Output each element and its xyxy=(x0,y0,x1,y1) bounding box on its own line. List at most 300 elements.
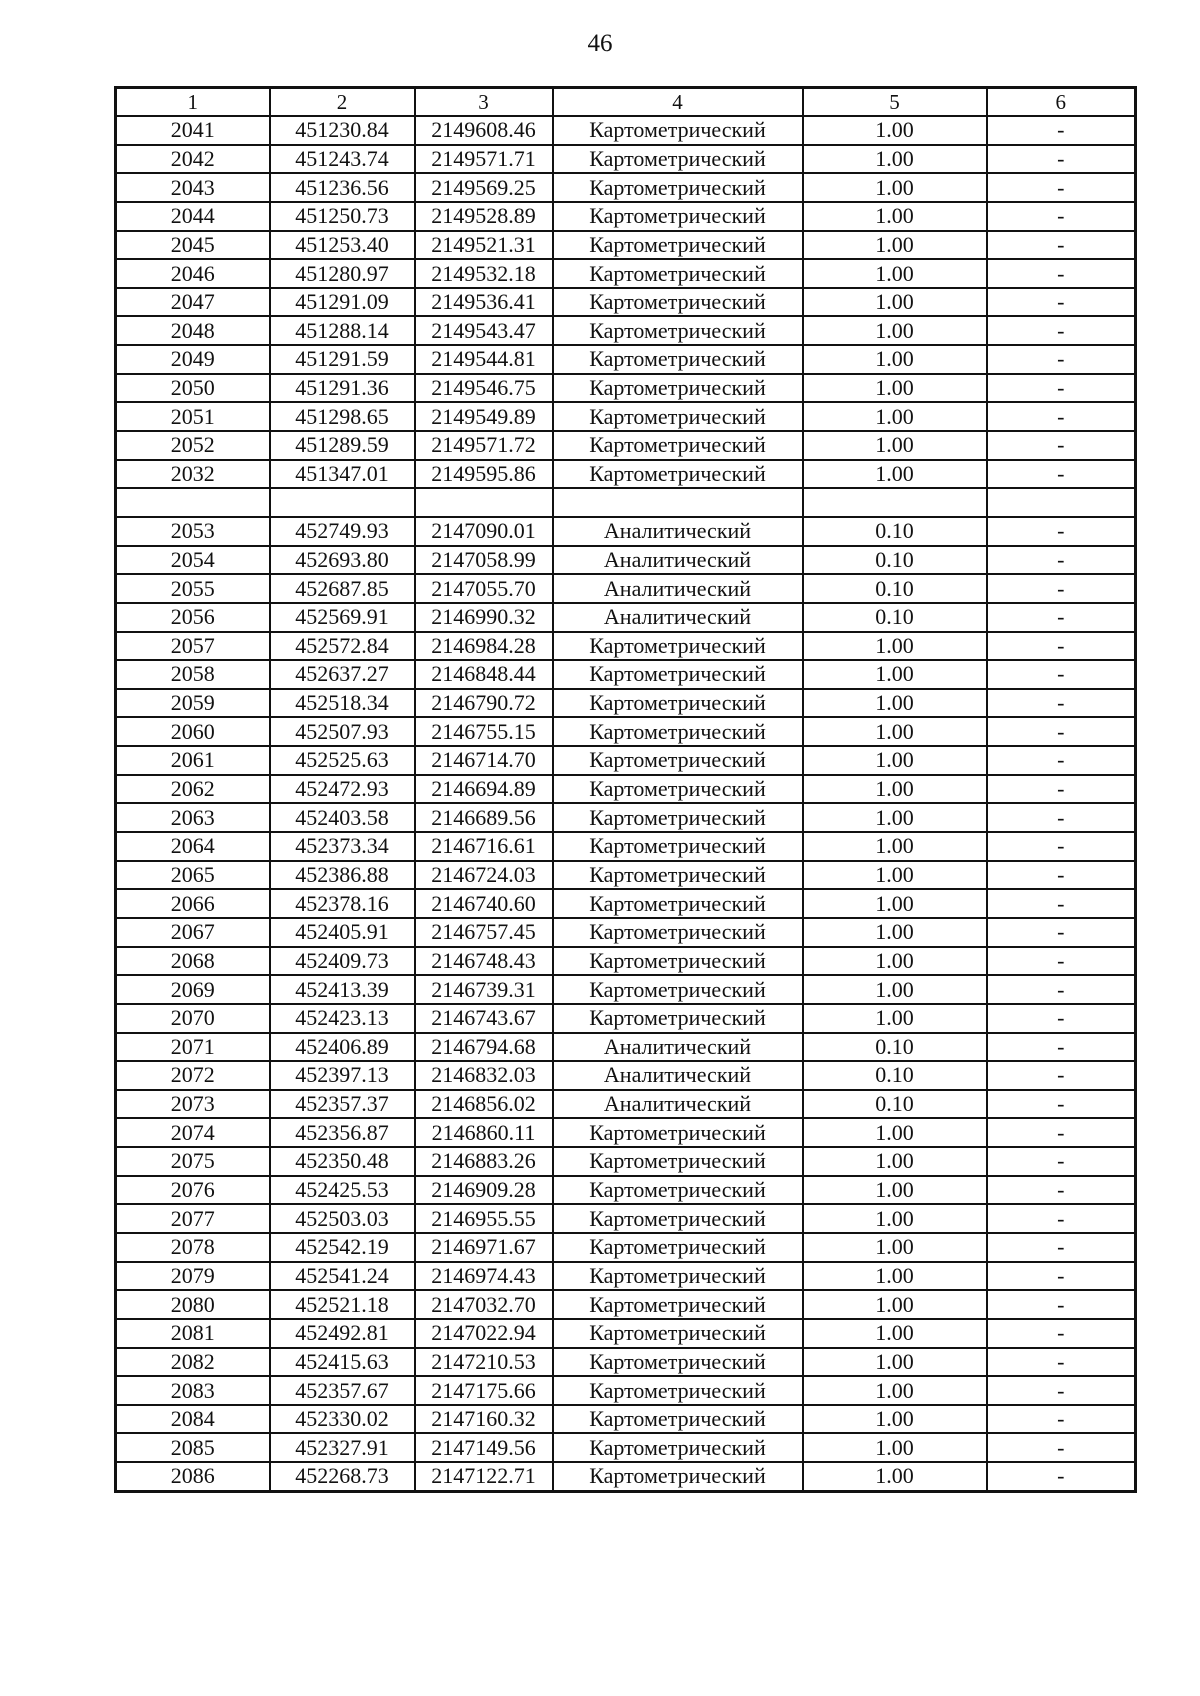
x-coordinate-cell: 451347.01 xyxy=(270,460,415,489)
x-coordinate-cell: 451291.09 xyxy=(270,288,415,317)
y-coordinate-cell: 2146757.45 xyxy=(415,918,553,947)
accuracy-cell: 1.00 xyxy=(803,689,987,718)
note-cell: - xyxy=(987,803,1136,832)
method-cell: Картометрический xyxy=(553,1176,803,1205)
accuracy-cell: 1.00 xyxy=(803,1204,987,1233)
table-row xyxy=(116,574,1136,603)
x-coordinate-cell: 452373.34 xyxy=(270,832,415,861)
y-coordinate-cell: 2149549.89 xyxy=(415,402,553,431)
point-number-cell: 2075 xyxy=(116,1147,270,1176)
page-number: 46 xyxy=(587,30,613,57)
accuracy-cell: 1.00 xyxy=(803,431,987,460)
note-cell: - xyxy=(987,431,1136,460)
point-number-cell: 2076 xyxy=(116,1176,270,1205)
x-coordinate-cell: 452330.02 xyxy=(270,1405,415,1434)
note-cell: - xyxy=(987,1262,1136,1291)
note-cell: - xyxy=(987,603,1136,632)
y-coordinate-cell: 2149608.46 xyxy=(415,116,553,145)
table-row xyxy=(116,374,1136,403)
x-coordinate-cell: 452403.58 xyxy=(270,803,415,832)
note-cell: - xyxy=(987,1176,1136,1205)
accuracy-cell: 1.00 xyxy=(803,1004,987,1033)
accuracy-cell: 0.10 xyxy=(803,603,987,632)
y-coordinate-cell: 2146971.67 xyxy=(415,1233,553,1262)
accuracy-cell: 1.00 xyxy=(803,832,987,861)
point-number-cell: 2056 xyxy=(116,603,270,632)
table-row xyxy=(116,1090,1136,1119)
x-coordinate-cell: 451253.40 xyxy=(270,231,415,260)
x-coordinate-cell: 452413.39 xyxy=(270,975,415,1004)
accuracy-cell: 1.00 xyxy=(803,402,987,431)
note-cell: - xyxy=(987,517,1136,546)
x-coordinate-cell: 452525.63 xyxy=(270,746,415,775)
y-coordinate-cell: 2149532.18 xyxy=(415,259,553,288)
accuracy-cell: 1.00 xyxy=(803,861,987,890)
y-coordinate-cell xyxy=(415,488,553,517)
header-row xyxy=(116,88,1136,117)
table-row xyxy=(116,145,1136,174)
x-coordinate-cell: 452492.81 xyxy=(270,1319,415,1348)
point-number-cell: 2063 xyxy=(116,803,270,832)
method-cell: Картометрический xyxy=(553,861,803,890)
column-header-1: 1 xyxy=(116,88,270,117)
note-cell: - xyxy=(987,775,1136,804)
x-coordinate-cell: 452472.93 xyxy=(270,775,415,804)
accuracy-cell: 0.10 xyxy=(803,546,987,575)
table-row xyxy=(116,889,1136,918)
table-row xyxy=(116,1147,1136,1176)
table-row xyxy=(116,775,1136,804)
accuracy-cell: 1.00 xyxy=(803,1433,987,1462)
y-coordinate-cell: 2149571.71 xyxy=(415,145,553,174)
table-row xyxy=(116,660,1136,689)
accuracy-cell: 1.00 xyxy=(803,1118,987,1147)
accuracy-cell: 1.00 xyxy=(803,1319,987,1348)
method-cell: Картометрический xyxy=(553,345,803,374)
accuracy-cell: 1.00 xyxy=(803,231,987,260)
point-number-cell: 2051 xyxy=(116,402,270,431)
note-cell: - xyxy=(987,1319,1136,1348)
accuracy-cell: 1.00 xyxy=(803,1290,987,1319)
note-cell: - xyxy=(987,1405,1136,1434)
column-header-5: 5 xyxy=(803,88,987,117)
table-row xyxy=(116,460,1136,489)
note-cell: - xyxy=(987,717,1136,746)
method-cell: Картометрический xyxy=(553,288,803,317)
accuracy-cell: 1.00 xyxy=(803,1376,987,1405)
y-coordinate-cell: 2147090.01 xyxy=(415,517,553,546)
note-cell: - xyxy=(987,861,1136,890)
y-coordinate-cell: 2146740.60 xyxy=(415,889,553,918)
point-number-cell: 2047 xyxy=(116,288,270,317)
y-coordinate-cell: 2146974.43 xyxy=(415,1262,553,1291)
table-row xyxy=(116,1462,1136,1491)
note-cell: - xyxy=(987,460,1136,489)
point-number-cell: 2074 xyxy=(116,1118,270,1147)
table-row xyxy=(116,1118,1136,1147)
accuracy-cell: 1.00 xyxy=(803,775,987,804)
point-number-cell: 2054 xyxy=(116,546,270,575)
method-cell: Картометрический xyxy=(553,173,803,202)
point-number-cell: 2049 xyxy=(116,345,270,374)
point-number-cell: 2079 xyxy=(116,1262,270,1291)
accuracy-cell: 1.00 xyxy=(803,717,987,746)
x-coordinate-cell: 452518.34 xyxy=(270,689,415,718)
table-row xyxy=(116,861,1136,890)
note-cell: - xyxy=(987,402,1136,431)
accuracy-cell: 1.00 xyxy=(803,947,987,976)
point-number-cell: 2082 xyxy=(116,1348,270,1377)
point-number-cell: 2041 xyxy=(116,116,270,145)
y-coordinate-cell: 2146755.15 xyxy=(415,717,553,746)
accuracy-cell: 1.00 xyxy=(803,660,987,689)
point-number-cell: 2057 xyxy=(116,632,270,661)
note-cell: - xyxy=(987,918,1136,947)
table-row xyxy=(116,1376,1136,1405)
method-cell: Картометрический xyxy=(553,975,803,1004)
table-row xyxy=(116,546,1136,575)
y-coordinate-cell: 2149521.31 xyxy=(415,231,553,260)
y-coordinate-cell: 2146909.28 xyxy=(415,1176,553,1205)
x-coordinate-cell: 452378.16 xyxy=(270,889,415,918)
method-cell xyxy=(553,488,803,517)
accuracy-cell: 1.00 xyxy=(803,288,987,317)
method-cell: Аналитический xyxy=(553,603,803,632)
table-body xyxy=(116,116,1136,1491)
x-coordinate-cell: 451291.36 xyxy=(270,374,415,403)
table-row xyxy=(116,1262,1136,1291)
method-cell: Картометрический xyxy=(553,431,803,460)
table-row xyxy=(116,947,1136,976)
x-coordinate-cell: 451289.59 xyxy=(270,431,415,460)
accuracy-cell: 1.00 xyxy=(803,803,987,832)
x-coordinate-cell: 451298.65 xyxy=(270,402,415,431)
point-number-cell: 2072 xyxy=(116,1061,270,1090)
point-number-cell: 2053 xyxy=(116,517,270,546)
note-cell: - xyxy=(987,173,1136,202)
column-header-2: 2 xyxy=(270,88,415,117)
accuracy-cell: 1.00 xyxy=(803,889,987,918)
method-cell: Картометрический xyxy=(553,402,803,431)
method-cell: Картометрический xyxy=(553,231,803,260)
note-cell: - xyxy=(987,832,1136,861)
note-cell: - xyxy=(987,202,1136,231)
method-cell: Картометрический xyxy=(553,1204,803,1233)
accuracy-cell: 1.00 xyxy=(803,316,987,345)
x-coordinate-cell: 452409.73 xyxy=(270,947,415,976)
note-cell: - xyxy=(987,1004,1136,1033)
table-row xyxy=(116,431,1136,460)
table-row xyxy=(116,918,1136,947)
y-coordinate-cell: 2146883.26 xyxy=(415,1147,553,1176)
note-cell: - xyxy=(987,660,1136,689)
table-row xyxy=(116,259,1136,288)
y-coordinate-cell: 2147175.66 xyxy=(415,1376,553,1405)
x-coordinate-cell: 452507.93 xyxy=(270,717,415,746)
point-number-cell: 2059 xyxy=(116,689,270,718)
table-row xyxy=(116,803,1136,832)
y-coordinate-cell: 2149569.25 xyxy=(415,173,553,202)
point-number-cell: 2042 xyxy=(116,145,270,174)
x-coordinate-cell: 452425.53 xyxy=(270,1176,415,1205)
note-cell: - xyxy=(987,1376,1136,1405)
method-cell: Картометрический xyxy=(553,1004,803,1033)
method-cell: Аналитический xyxy=(553,1033,803,1062)
y-coordinate-cell: 2146832.03 xyxy=(415,1061,553,1090)
note-cell: - xyxy=(987,632,1136,661)
method-cell: Аналитический xyxy=(553,546,803,575)
y-coordinate-cell: 2147160.32 xyxy=(415,1405,553,1434)
method-cell: Картометрический xyxy=(553,775,803,804)
point-number-cell: 2048 xyxy=(116,316,270,345)
method-cell: Картометрический xyxy=(553,632,803,661)
accuracy-cell: 1.00 xyxy=(803,918,987,947)
accuracy-cell: 1.00 xyxy=(803,345,987,374)
x-coordinate-cell: 451230.84 xyxy=(270,116,415,145)
table-row xyxy=(116,689,1136,718)
x-coordinate-cell: 451243.74 xyxy=(270,145,415,174)
x-coordinate-cell: 452503.03 xyxy=(270,1204,415,1233)
note-cell: - xyxy=(987,1204,1136,1233)
x-coordinate-cell: 452415.63 xyxy=(270,1348,415,1377)
note-cell: - xyxy=(987,1233,1136,1262)
y-coordinate-cell: 2146724.03 xyxy=(415,861,553,890)
accuracy-cell: 0.10 xyxy=(803,1061,987,1090)
note-cell: - xyxy=(987,374,1136,403)
method-cell: Картометрический xyxy=(553,803,803,832)
note-cell: - xyxy=(987,889,1136,918)
note-cell: - xyxy=(987,1118,1136,1147)
method-cell: Картометрический xyxy=(553,947,803,976)
note-cell: - xyxy=(987,1433,1136,1462)
x-coordinate-cell: 452397.13 xyxy=(270,1061,415,1090)
y-coordinate-cell: 2146790.72 xyxy=(415,689,553,718)
table-row xyxy=(116,1061,1136,1090)
note-cell xyxy=(987,488,1136,517)
x-coordinate-cell: 452268.73 xyxy=(270,1462,415,1491)
point-number-cell: 2061 xyxy=(116,746,270,775)
x-coordinate-cell: 452542.19 xyxy=(270,1233,415,1262)
note-cell: - xyxy=(987,546,1136,575)
y-coordinate-cell: 2147032.70 xyxy=(415,1290,553,1319)
accuracy-cell: 1.00 xyxy=(803,1176,987,1205)
y-coordinate-cell: 2146694.89 xyxy=(415,775,553,804)
x-coordinate-cell xyxy=(270,488,415,517)
note-cell: - xyxy=(987,746,1136,775)
table-row xyxy=(116,345,1136,374)
y-coordinate-cell: 2146739.31 xyxy=(415,975,553,1004)
point-number-cell: 2071 xyxy=(116,1033,270,1062)
accuracy-cell: 1.00 xyxy=(803,116,987,145)
accuracy-cell: 1.00 xyxy=(803,202,987,231)
note-cell: - xyxy=(987,316,1136,345)
accuracy-cell: 1.00 xyxy=(803,259,987,288)
x-coordinate-cell: 452357.37 xyxy=(270,1090,415,1119)
point-number-cell: 2052 xyxy=(116,431,270,460)
table-row xyxy=(116,717,1136,746)
y-coordinate-cell: 2147210.53 xyxy=(415,1348,553,1377)
x-coordinate-cell: 451280.97 xyxy=(270,259,415,288)
point-number-cell: 2084 xyxy=(116,1405,270,1434)
coordinates-table xyxy=(114,86,1137,1493)
point-number-cell: 2080 xyxy=(116,1290,270,1319)
table-header xyxy=(116,88,1136,117)
point-number-cell: 2044 xyxy=(116,202,270,231)
note-cell: - xyxy=(987,1147,1136,1176)
method-cell: Картометрический xyxy=(553,374,803,403)
accuracy-cell: 1.00 xyxy=(803,746,987,775)
table-row xyxy=(116,632,1136,661)
y-coordinate-cell: 2147022.94 xyxy=(415,1319,553,1348)
x-coordinate-cell: 451288.14 xyxy=(270,316,415,345)
y-coordinate-cell: 2147058.99 xyxy=(415,546,553,575)
method-cell: Картометрический xyxy=(553,1262,803,1291)
accuracy-cell xyxy=(803,488,987,517)
accuracy-cell: 1.00 xyxy=(803,1462,987,1491)
x-coordinate-cell: 452357.67 xyxy=(270,1376,415,1405)
x-coordinate-cell: 451236.56 xyxy=(270,173,415,202)
method-cell: Картометрический xyxy=(553,145,803,174)
method-cell: Картометрический xyxy=(553,259,803,288)
table-row xyxy=(116,288,1136,317)
accuracy-cell: 0.10 xyxy=(803,1090,987,1119)
y-coordinate-cell: 2147055.70 xyxy=(415,574,553,603)
point-number-cell: 2032 xyxy=(116,460,270,489)
y-coordinate-cell: 2147149.56 xyxy=(415,1433,553,1462)
y-coordinate-cell: 2147122.71 xyxy=(415,1462,553,1491)
accuracy-cell: 1.00 xyxy=(803,1147,987,1176)
y-coordinate-cell: 2146955.55 xyxy=(415,1204,553,1233)
y-coordinate-cell: 2149528.89 xyxy=(415,202,553,231)
x-coordinate-cell: 452327.91 xyxy=(270,1433,415,1462)
point-number-cell: 2045 xyxy=(116,231,270,260)
point-number-cell: 2077 xyxy=(116,1204,270,1233)
point-number-cell: 2065 xyxy=(116,861,270,890)
method-cell: Картометрический xyxy=(553,1147,803,1176)
method-cell: Картометрический xyxy=(553,1319,803,1348)
accuracy-cell: 1.00 xyxy=(803,1405,987,1434)
x-coordinate-cell: 452749.93 xyxy=(270,517,415,546)
method-cell: Картометрический xyxy=(553,832,803,861)
accuracy-cell: 1.00 xyxy=(803,1233,987,1262)
y-coordinate-cell: 2149546.75 xyxy=(415,374,553,403)
note-cell: - xyxy=(987,689,1136,718)
point-number-cell: 2058 xyxy=(116,660,270,689)
table-row xyxy=(116,975,1136,1004)
x-coordinate-cell: 452687.85 xyxy=(270,574,415,603)
y-coordinate-cell: 2146990.32 xyxy=(415,603,553,632)
table-row xyxy=(116,517,1136,546)
x-coordinate-cell: 451250.73 xyxy=(270,202,415,231)
y-coordinate-cell: 2146860.11 xyxy=(415,1118,553,1147)
method-cell: Картометрический xyxy=(553,202,803,231)
table-row xyxy=(116,1319,1136,1348)
method-cell: Картометрический xyxy=(553,717,803,746)
point-number-cell: 2086 xyxy=(116,1462,270,1491)
y-coordinate-cell: 2149536.41 xyxy=(415,288,553,317)
point-number-cell: 2050 xyxy=(116,374,270,403)
x-coordinate-cell: 452637.27 xyxy=(270,660,415,689)
accuracy-cell: 1.00 xyxy=(803,173,987,202)
method-cell: Аналитический xyxy=(553,1090,803,1119)
point-number-cell: 2043 xyxy=(116,173,270,202)
method-cell: Картометрический xyxy=(553,316,803,345)
note-cell: - xyxy=(987,345,1136,374)
point-number-cell: 2073 xyxy=(116,1090,270,1119)
table-row xyxy=(116,1233,1136,1262)
note-cell: - xyxy=(987,975,1136,1004)
method-cell: Картометрический xyxy=(553,1433,803,1462)
point-number-cell: 2066 xyxy=(116,889,270,918)
method-cell: Картометрический xyxy=(553,1462,803,1491)
accuracy-cell: 1.00 xyxy=(803,374,987,403)
y-coordinate-cell: 2146794.68 xyxy=(415,1033,553,1062)
x-coordinate-cell: 452572.84 xyxy=(270,632,415,661)
table-row xyxy=(116,603,1136,632)
method-cell: Картометрический xyxy=(553,660,803,689)
point-number-cell: 2064 xyxy=(116,832,270,861)
x-coordinate-cell: 452693.80 xyxy=(270,546,415,575)
accuracy-cell: 0.10 xyxy=(803,517,987,546)
point-number-cell: 2046 xyxy=(116,259,270,288)
point-number-cell: 2081 xyxy=(116,1319,270,1348)
note-cell: - xyxy=(987,1061,1136,1090)
table-row xyxy=(116,1204,1136,1233)
table-row xyxy=(116,1004,1136,1033)
point-number-cell: 2078 xyxy=(116,1233,270,1262)
method-cell: Аналитический xyxy=(553,517,803,546)
table-row xyxy=(116,746,1136,775)
table-row xyxy=(116,231,1136,260)
note-cell: - xyxy=(987,574,1136,603)
x-coordinate-cell: 452406.89 xyxy=(270,1033,415,1062)
method-cell: Картометрический xyxy=(553,1290,803,1319)
x-coordinate-cell: 452541.24 xyxy=(270,1262,415,1291)
y-coordinate-cell: 2149544.81 xyxy=(415,345,553,374)
y-coordinate-cell: 2149571.72 xyxy=(415,431,553,460)
table-row xyxy=(116,173,1136,202)
method-cell: Картометрический xyxy=(553,889,803,918)
point-number-cell: 2070 xyxy=(116,1004,270,1033)
y-coordinate-cell: 2146716.61 xyxy=(415,832,553,861)
note-cell: - xyxy=(987,259,1136,288)
x-coordinate-cell: 452350.48 xyxy=(270,1147,415,1176)
method-cell: Картометрический xyxy=(553,918,803,947)
method-cell: Картометрический xyxy=(553,1376,803,1405)
method-cell: Картометрический xyxy=(553,746,803,775)
y-coordinate-cell: 2146714.70 xyxy=(415,746,553,775)
table-row xyxy=(116,116,1136,145)
y-coordinate-cell: 2146848.44 xyxy=(415,660,553,689)
table-row xyxy=(116,1405,1136,1434)
method-cell: Аналитический xyxy=(553,1061,803,1090)
y-coordinate-cell: 2146743.67 xyxy=(415,1004,553,1033)
point-number-cell: 2067 xyxy=(116,918,270,947)
table-row xyxy=(116,402,1136,431)
table-row xyxy=(116,1290,1136,1319)
method-cell: Картометрический xyxy=(553,460,803,489)
point-number-cell: 2068 xyxy=(116,947,270,976)
method-cell: Картометрический xyxy=(553,1348,803,1377)
note-cell: - xyxy=(987,1090,1136,1119)
note-cell: - xyxy=(987,231,1136,260)
point-number-cell: 2083 xyxy=(116,1376,270,1405)
point-number-cell: 2062 xyxy=(116,775,270,804)
note-cell: - xyxy=(987,1290,1136,1319)
note-cell: - xyxy=(987,947,1136,976)
y-coordinate-cell: 2146984.28 xyxy=(415,632,553,661)
x-coordinate-cell: 452423.13 xyxy=(270,1004,415,1033)
